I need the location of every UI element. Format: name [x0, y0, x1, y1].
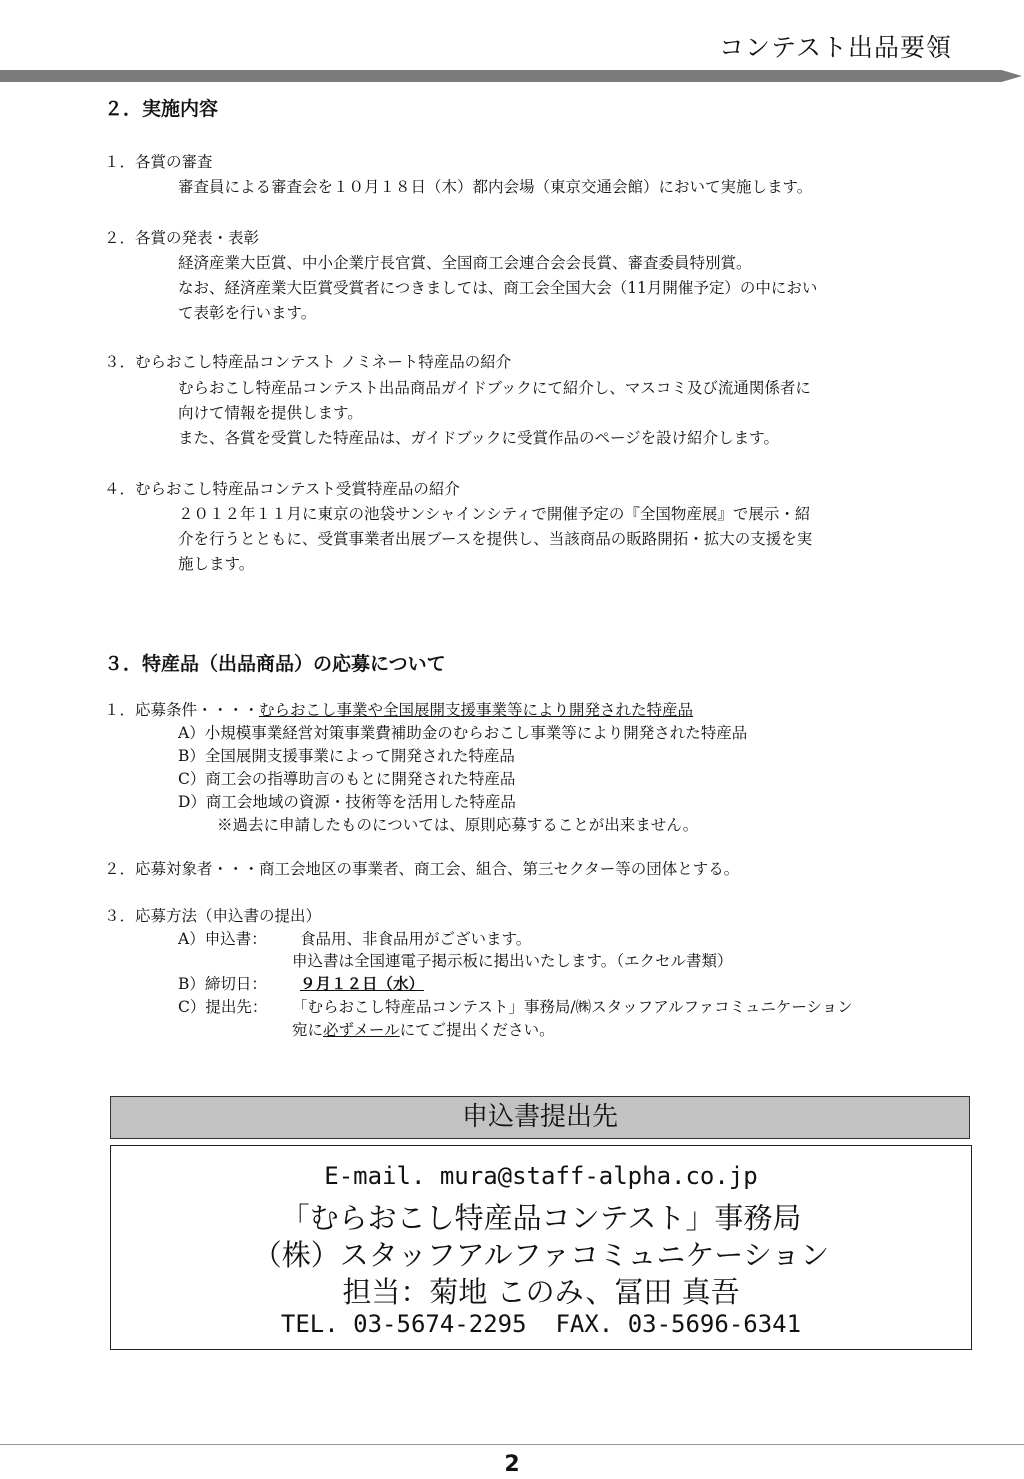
method-a-line1: 食品用、非食品用がございます。: [300, 930, 532, 948]
office-line: 「むらおこし特産品コンテスト」事務局: [280, 1201, 802, 1235]
condition-item: C）商工会の指導助言のもとに開発された特産品: [178, 770, 516, 788]
item-heading: ４．むらおこし特産品コンテスト受賞特産品の紹介: [104, 480, 460, 498]
item-text: 向けて情報を提供します。: [178, 404, 363, 422]
item-text: 審査員による審査会を１０月１８日（木）都内会場（東京交通会館）において実施します。: [178, 178, 813, 196]
item-text: ２０１２年１１月に東京の池袋サンシャインシティで開催予定の『全国物産展』で展示・紹: [178, 505, 811, 523]
submission-box-header: 申込書提出先: [110, 1096, 970, 1139]
condition-item: A）小規模事業経営対策事業費補助金のむらおこし事業等により開発された特産品: [178, 724, 748, 742]
method-c-line2-pre: 宛に: [292, 1021, 324, 1039]
tel-fax-line: TEL. 03-5674-2295 FAX. 03-5696-6341: [280, 1310, 802, 1338]
method-c-line2: [292, 1018, 555, 1040]
condition-item: D）商工会地域の資源・技術等を活用した特産品: [178, 793, 516, 811]
email-line: E-mail. mura@staff-alpha.co.jp: [324, 1162, 758, 1190]
method-a-line2: 申込書は全国連電子掲示板に掲出いたします。（エクセル書類）: [292, 952, 733, 970]
contact-line: 担当：菊地 このみ、冨田 真吾: [342, 1275, 740, 1309]
item-heading: １．各賞の審査: [104, 153, 213, 171]
page-number: 2: [504, 1452, 520, 1477]
method-c-line1: 「むらおこし特産品コンテスト」事務局/㈱スタッフアルファコミュニケーション: [292, 998, 853, 1016]
item-text: なお、経済産業大臣賞受賞者につきましては、商工会全国大会（11月開催予定）の中におい: [178, 279, 818, 297]
method-c-label: C）提出先：: [178, 998, 268, 1016]
item-text: 施します。: [178, 555, 255, 573]
item-text: むらおこし特産品コンテスト出品商品ガイドブックにて紹介し、マスコミ及び流通関係者に: [178, 379, 811, 397]
submission-box: [110, 1145, 972, 1350]
section-3-title: ３．特産品（出品商品）の応募について: [104, 653, 446, 675]
item-text: 介を行うとともに、受賞事業者出展ブースを提供し、当該商品の販路開拓・拡大の支援を実: [178, 530, 813, 548]
condition-item: B）全国展開支援事業によって開発された特産品: [178, 747, 515, 765]
conditions-heading-underlined: むらおこし事業や全国展開支援事業等により開発された特産品: [259, 701, 694, 719]
condition-note: ※過去に申請したものについては、原則応募することが出来ません。: [217, 816, 699, 834]
document-header-title: コンテスト出品要領: [718, 33, 952, 62]
conditions-heading-prefix: １．応募条件・・・・: [104, 701, 260, 719]
item-text: また、各賞を受賞した特産品は、ガイドブックに受賞作品のページを設け紹介します。: [178, 429, 779, 447]
header-arrow-bar: [0, 70, 1022, 82]
item-heading: ２．各賞の発表・表彰: [104, 229, 260, 247]
eligibility-line: ２．応募対象者・・・商工会地区の事業者、商工会、組合、第三セクター等の団体とする。: [104, 860, 740, 878]
method-c-line2-post: にてご提出ください。: [399, 1021, 555, 1039]
method-heading: ３．応募方法（申込書の提出）: [104, 907, 322, 925]
deadline-value: ９月１２日（水）: [300, 974, 425, 993]
item-text: 経済産業大臣賞、中小企業庁長官賞、全国商工会連合会会長賞、審査委員特別賞。: [178, 254, 752, 272]
section-2-title: ２．実施内容: [104, 98, 219, 120]
company-line: （株）スタッフアルファコミュニケーション: [252, 1238, 830, 1272]
item-text: て表彰を行います。: [178, 304, 317, 322]
method-b-label: B）締切日：: [178, 975, 267, 993]
conditions-heading: [104, 698, 693, 720]
footer-divider: [0, 1444, 1024, 1445]
method-a-label: A）申込書：: [178, 930, 267, 948]
item-heading: ３．むらおこし特産品コンテスト ノミネート特産品の紹介: [104, 353, 512, 371]
must-email-text: 必ずメール: [323, 1021, 400, 1039]
